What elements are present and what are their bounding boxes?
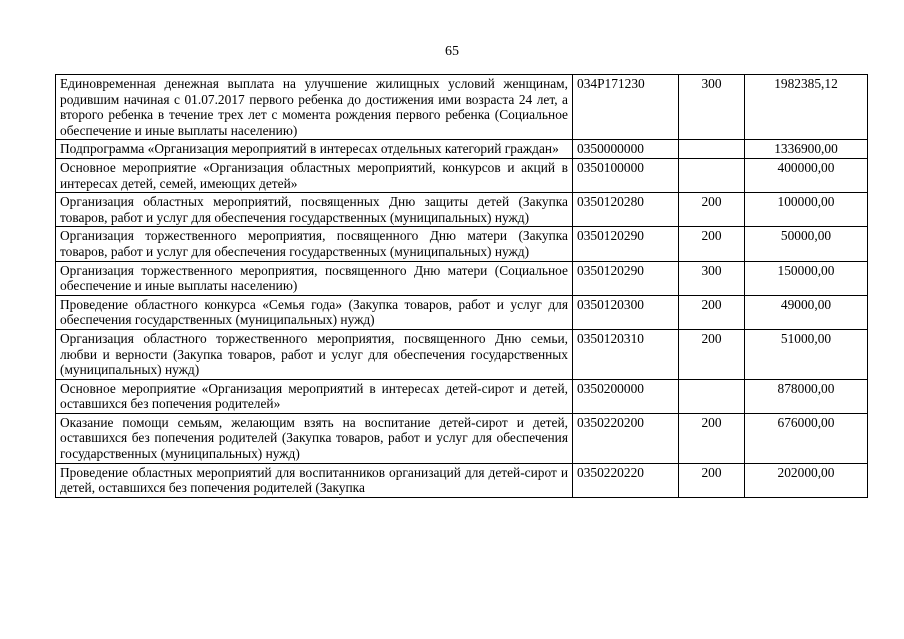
table-row bbox=[56, 75, 868, 140]
table-row bbox=[56, 463, 868, 497]
row-expense-type bbox=[679, 379, 745, 413]
table-row bbox=[56, 379, 868, 413]
row-expense-type: 200 bbox=[679, 295, 745, 329]
row-sum: 51000,00 bbox=[745, 329, 868, 379]
row-expense-type bbox=[679, 158, 745, 192]
row-name: Единовременная денежная выплата на улучшение жилищных условий женщинам, родившим начиная с 01.07.2017 первого ребенка до достижения ими возраста 24 лет, а второго ребенка в течение трех лет с момента рождения первого ребенка (Социальное обеспечение и иные выплаты населению) bbox=[56, 75, 573, 140]
table-row bbox=[56, 227, 868, 261]
row-name: Подпрограмма «Организация мероприятий в интересах отдельных категорий граждан» bbox=[56, 140, 573, 159]
row-sum: 100000,00 bbox=[745, 193, 868, 227]
row-name: Организация областных мероприятий, посвященных Дню защиты детей (Закупка товаров, работ и услуг для обеспечения государственных (муниципальных) нужд) bbox=[56, 193, 573, 227]
row-sum: 676000,00 bbox=[745, 413, 868, 463]
budget-table bbox=[55, 74, 868, 498]
page-number: 65 bbox=[445, 44, 459, 59]
budget-table-body bbox=[56, 75, 868, 498]
row-code: 0350120300 bbox=[573, 295, 679, 329]
row-name: Основное мероприятие «Организация областных мероприятий, конкурсов и акций в интересах детей, семей, имеющих детей» bbox=[56, 158, 573, 192]
row-sum: 1336900,00 bbox=[745, 140, 868, 159]
table-row bbox=[56, 413, 868, 463]
row-code: 0350120310 bbox=[573, 329, 679, 379]
row-name: Организация торжественного мероприятия, посвященного Дню матери (Закупка товаров, работ и услуг для обеспечения государственных (муниципальных) нужд) bbox=[56, 227, 573, 261]
row-name: Проведение областного конкурса «Семья года» (Закупка товаров, работ и услуг для обеспечения государственных (муниципальных) нужд) bbox=[56, 295, 573, 329]
row-expense-type: 200 bbox=[679, 227, 745, 261]
row-sum: 878000,00 bbox=[745, 379, 868, 413]
table-row bbox=[56, 158, 868, 192]
row-name: Проведение областных мероприятий для воспитанников организаций для детей-сирот и детей, оставшихся без попечения родителей (Закупка bbox=[56, 463, 573, 497]
row-code: 0350120280 bbox=[573, 193, 679, 227]
row-expense-type: 200 bbox=[679, 413, 745, 463]
row-code: 0350000000 bbox=[573, 140, 679, 159]
row-sum: 150000,00 bbox=[745, 261, 868, 295]
table-row bbox=[56, 329, 868, 379]
row-sum: 50000,00 bbox=[745, 227, 868, 261]
row-sum: 202000,00 bbox=[745, 463, 868, 497]
row-code: 0350200000 bbox=[573, 379, 679, 413]
row-name: Оказание помощи семьям, желающим взять на воспитание детей-сирот и детей, оставшихся без попечения родителей (Закупка товаров, работ и услуг для обеспечения государственных (муниципальных) нужд) bbox=[56, 413, 573, 463]
row-code: 0350220200 bbox=[573, 413, 679, 463]
row-name: Организация областного торжественного мероприятия, посвященного Дню семьи, любви и верности (Закупка товаров, работ и услуг для обеспечения государственных (муниципальных) нужд) bbox=[56, 329, 573, 379]
row-expense-type: 200 bbox=[679, 193, 745, 227]
row-code: 0350120290 bbox=[573, 227, 679, 261]
row-expense-type: 200 bbox=[679, 463, 745, 497]
row-name: Основное мероприятие «Организация мероприятий в интересах детей-сирот и детей, оставшихся без попечения родителей» bbox=[56, 379, 573, 413]
row-sum: 400000,00 bbox=[745, 158, 868, 192]
row-expense-type: 300 bbox=[679, 261, 745, 295]
row-name: Организация торжественного мероприятия, посвященного Дню матери (Социальное обеспечение и иные выплаты населению) bbox=[56, 261, 573, 295]
table-row bbox=[56, 261, 868, 295]
row-code: 0350120290 bbox=[573, 261, 679, 295]
table-row bbox=[56, 295, 868, 329]
row-code: 0350220220 bbox=[573, 463, 679, 497]
table-row bbox=[56, 140, 868, 159]
table-row bbox=[56, 193, 868, 227]
row-expense-type: 200 bbox=[679, 329, 745, 379]
row-sum: 1982385,12 bbox=[745, 75, 868, 140]
row-code: 0350100000 bbox=[573, 158, 679, 192]
row-code: 034P171230 bbox=[573, 75, 679, 140]
row-sum: 49000,00 bbox=[745, 295, 868, 329]
row-expense-type: 300 bbox=[679, 75, 745, 140]
row-expense-type bbox=[679, 140, 745, 159]
